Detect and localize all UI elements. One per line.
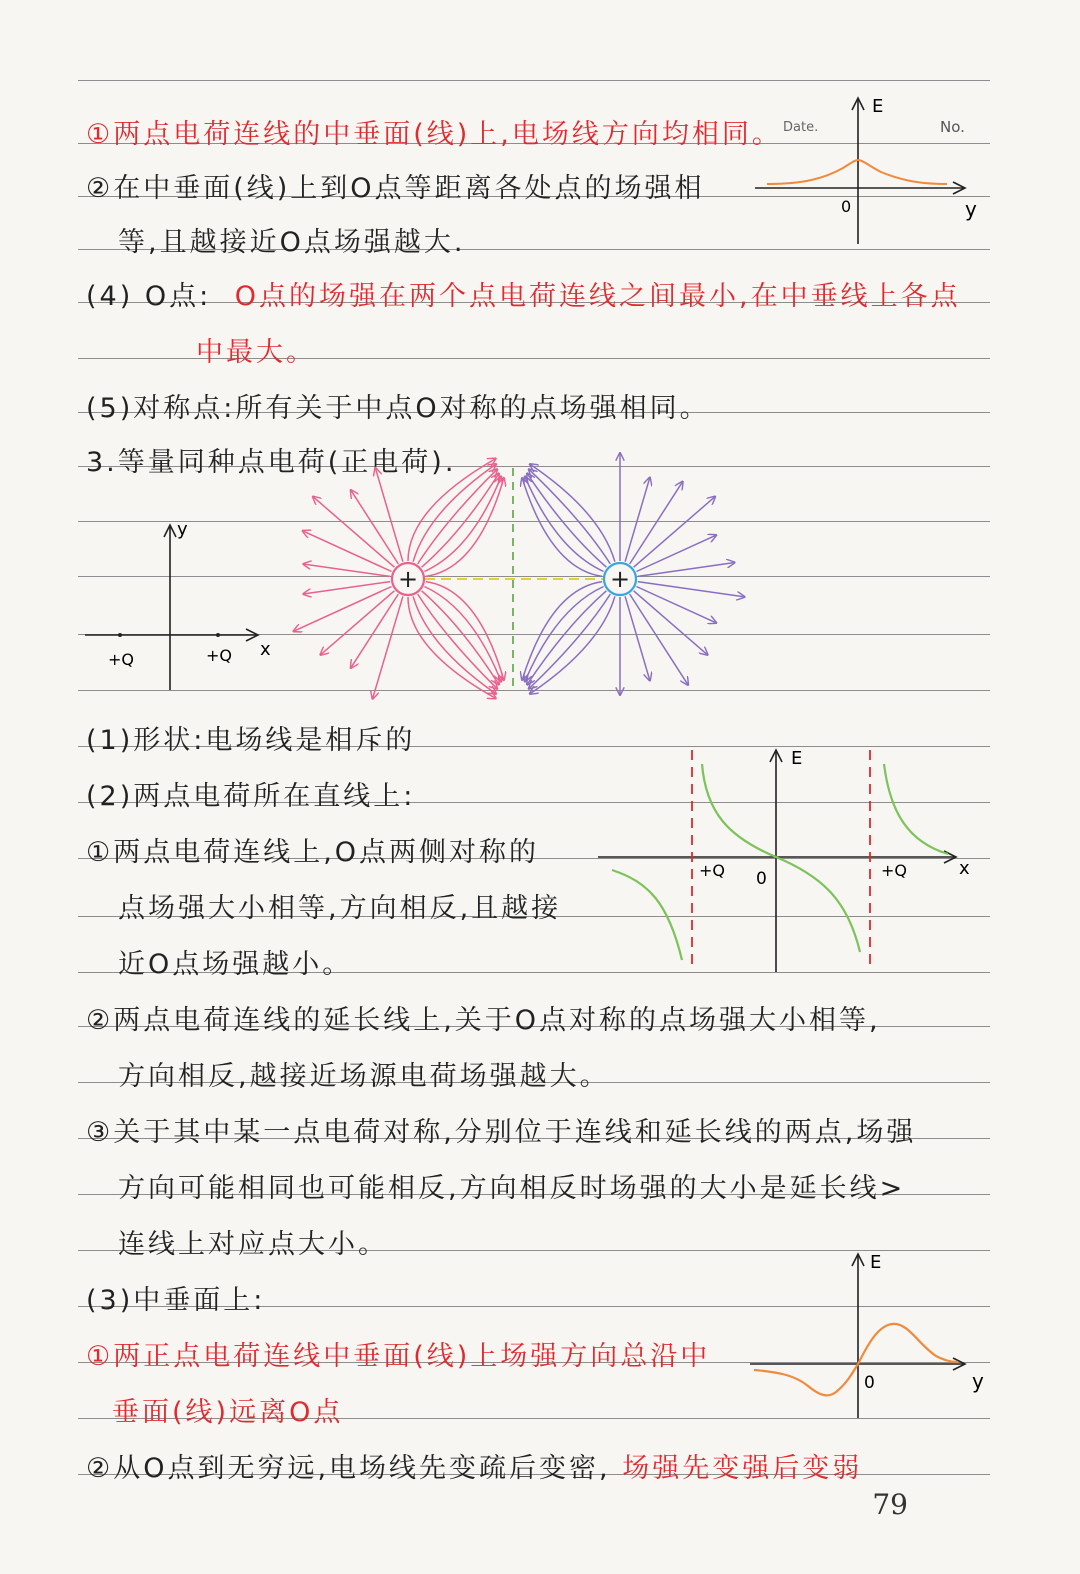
graph2-charge-right: +Q bbox=[881, 861, 907, 880]
field-line bbox=[304, 564, 390, 576]
field-line bbox=[351, 594, 398, 667]
note-line-8: (1)形状:电场线是相斥的 bbox=[86, 725, 416, 756]
item-4-text: O点的场强在两个点电荷连线之间最小,在中垂线上各点 bbox=[234, 281, 961, 312]
graph1-y-label: y bbox=[965, 197, 977, 221]
field-line bbox=[426, 479, 504, 577]
graph1-origin: 0 bbox=[841, 197, 852, 216]
graph2-origin: 0 bbox=[756, 869, 767, 889]
graph-e-vs-y-bottom bbox=[750, 1246, 1000, 1421]
field-line bbox=[522, 582, 602, 680]
graph1-e-label: E bbox=[872, 96, 884, 117]
field-line bbox=[304, 582, 390, 594]
note-line-15: ③关于其中某一点电荷对称,分别位于连线和延长线的两点,场强 bbox=[86, 1117, 917, 1148]
graph3-origin: 0 bbox=[864, 1373, 875, 1393]
note-line-14: 方向相反,越接近场源电荷场强越大。 bbox=[118, 1061, 610, 1092]
note-line-6: (5)对称点:所有关于中点O对称的点场强相同。 bbox=[86, 393, 710, 424]
field-line bbox=[422, 474, 499, 567]
graph-e-vs-y-top bbox=[755, 92, 995, 252]
field-line bbox=[529, 594, 610, 688]
axes-charge-left: +Q bbox=[108, 650, 134, 669]
field-line bbox=[634, 591, 707, 655]
note-line-12: 近O点场强越小。 bbox=[118, 949, 353, 980]
note-line-18: (3)中垂面上: bbox=[86, 1285, 266, 1316]
note-line-19: ①两正点电荷连线中垂面(线)上场强方向总沿中 bbox=[86, 1341, 711, 1372]
note-line-9: (2)两点电荷所在直线上: bbox=[86, 781, 416, 812]
note-line-17: 连线上对应点大小。 bbox=[118, 1229, 388, 1260]
field-line bbox=[422, 591, 499, 684]
field-line bbox=[625, 596, 650, 679]
field-line bbox=[630, 482, 683, 564]
note-line-16: 方向可能相同也可能相反,方向相反时场强的大小是延长线> bbox=[118, 1173, 906, 1204]
note-line-10: ①两点电荷连线上,O点两侧对称的 bbox=[86, 837, 540, 868]
note-line-21-start: ②从O点到无穷远,电场线先变疏后变密, bbox=[86, 1453, 611, 1484]
graph2-e-label: E bbox=[791, 748, 803, 769]
note-line-2: ②在中垂面(线)上到O点等距离各处点的场强相 bbox=[86, 173, 705, 204]
note-line-1: ①两点电荷连线的中垂面(线)上,电场线方向均相同。 bbox=[86, 119, 782, 150]
field-line bbox=[522, 479, 602, 577]
axes-x-label: x bbox=[260, 639, 271, 660]
graph2-x-label: x bbox=[959, 858, 970, 879]
graph2-charge-left: +Q bbox=[699, 861, 725, 880]
note-line-11: 点场强大小相等,方向相反,且越接 bbox=[118, 893, 562, 924]
graph3-e-label: E bbox=[870, 1252, 882, 1273]
note-line-13: ②两点电荷连线的延长线上,关于O点对称的点场强大小相等, bbox=[86, 1005, 881, 1036]
note-line-20: 垂面(线)远离O点 bbox=[112, 1397, 344, 1428]
field-line bbox=[636, 587, 715, 623]
charge-right-sign: + bbox=[609, 565, 631, 593]
axes-xy-charges bbox=[80, 515, 280, 695]
field-line bbox=[625, 478, 650, 561]
field-lines-diagram bbox=[280, 440, 760, 710]
field-line bbox=[634, 497, 715, 567]
field-line bbox=[529, 470, 610, 564]
field-line bbox=[426, 582, 504, 680]
section-heading-3: 3.等量同种点电荷(正电荷). bbox=[86, 447, 457, 478]
note-line-4 bbox=[86, 274, 961, 313]
page-number: 79 bbox=[872, 1488, 908, 1521]
field-line bbox=[314, 497, 395, 567]
note-line-5: 中最大。 bbox=[196, 337, 316, 368]
note-line-3: 等,且越接近O点场强越大. bbox=[118, 227, 466, 258]
axes-y-label: y bbox=[177, 519, 188, 540]
date-label: Date. bbox=[783, 120, 819, 135]
field-line bbox=[636, 535, 715, 571]
field-line bbox=[376, 469, 403, 562]
no-label: No. bbox=[940, 118, 965, 136]
field-line bbox=[351, 491, 398, 564]
item-4-label: (4) O点: bbox=[86, 281, 212, 312]
note-line-21-end: 场强先变强后变弱 bbox=[622, 1453, 863, 1484]
field-line bbox=[321, 591, 394, 655]
note-line-21 bbox=[86, 1446, 862, 1485]
graph3-y-label: y bbox=[972, 1369, 984, 1393]
charge-left-sign: + bbox=[397, 565, 419, 593]
graph-e-vs-x bbox=[598, 742, 998, 977]
axes-charge-right: +Q bbox=[206, 646, 232, 665]
